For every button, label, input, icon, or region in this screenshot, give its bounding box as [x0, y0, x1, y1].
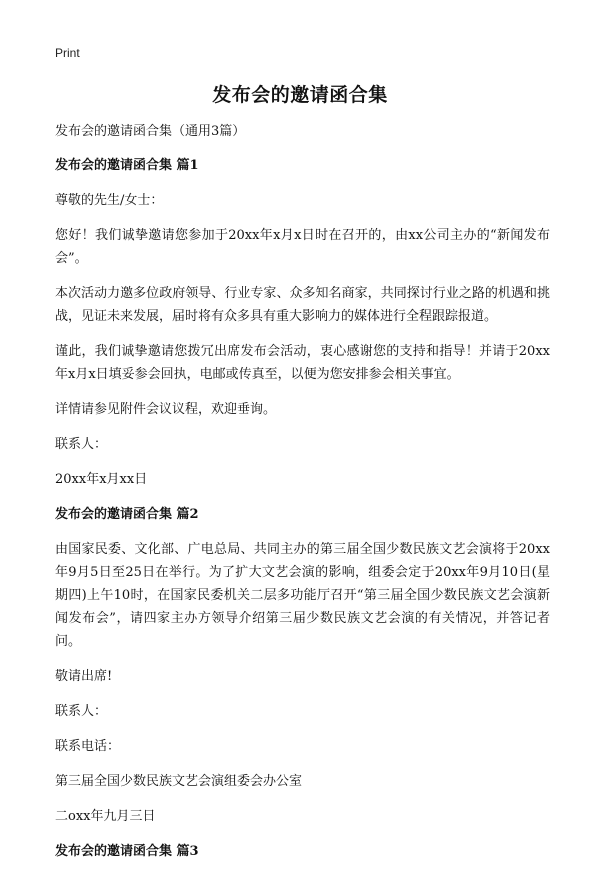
section-1-greeting: 尊敬的先生/女士：: [55, 193, 164, 208]
document-body: [55, 120, 550, 875]
section-2-phone: 联系电话：: [55, 739, 121, 754]
section-2-organizer: 第三届全国少数民族文艺会演组委会办公室: [55, 774, 303, 789]
section-2-date: 二oxx年九月三日: [55, 809, 156, 824]
section-1-paragraph-4: 详情请参见附件会议议程，欢迎垂询。: [55, 402, 277, 417]
section-2-paragraph-2: 敬请出席!: [55, 669, 113, 684]
section-1-contact: 联系人：: [55, 437, 108, 452]
section-1-date: 20xx年x月xx日: [55, 472, 148, 487]
section-1-paragraph-1: 您好！我们诚挚邀请您参加于20xx年x月x日时在召开的，由xx公司主办的“新闻发布会”。: [55, 228, 550, 266]
document-title: 发布会的邀请函合集: [212, 84, 388, 106]
print-label[interactable]: Print: [55, 46, 80, 60]
section-2-contact: 联系人：: [55, 704, 108, 719]
section-2-paragraph-1: 由国家民委、文化部、广电总局、共同主办的第三届全国少数民族文艺会演将于20xx年9月5日至25日在举行。为了扩大文艺会演的影响，组委会定于20xx年9月10日(星期四)上午10时，在国家民委机关二层多功能厅召开“第三届全国少数民族文艺会演新闻发布会”，请四家主办方领导介绍第三届少数民族文艺会演的有关情况，并答记者问。: [55, 542, 550, 649]
section-2-heading: 发布会的邀请函合集 篇2: [55, 507, 199, 522]
section-1-paragraph-2: 本次活动力邀多位政府领导、行业专家、众多知名商家，共同探讨行业之路的机遇和挑战，见证未来发展，届时将有众多具有重大影响力的媒体进行全程跟踪报道。: [55, 286, 550, 324]
section-3-heading: 发布会的邀请函合集 篇3: [55, 844, 199, 859]
section-1-heading: 发布会的邀请函合集 篇1: [55, 158, 199, 173]
section-1-paragraph-3: 谨此，我们诚挚邀请您拨冗出席发布会活动，衷心感谢您的支持和指导！并请于20xx年x月x日填妥参会回执，电邮或传真至，以便为您安排参会相关事宜。: [55, 344, 550, 382]
intro-line: 发布会的邀请函合集（通用3篇）: [55, 124, 246, 139]
